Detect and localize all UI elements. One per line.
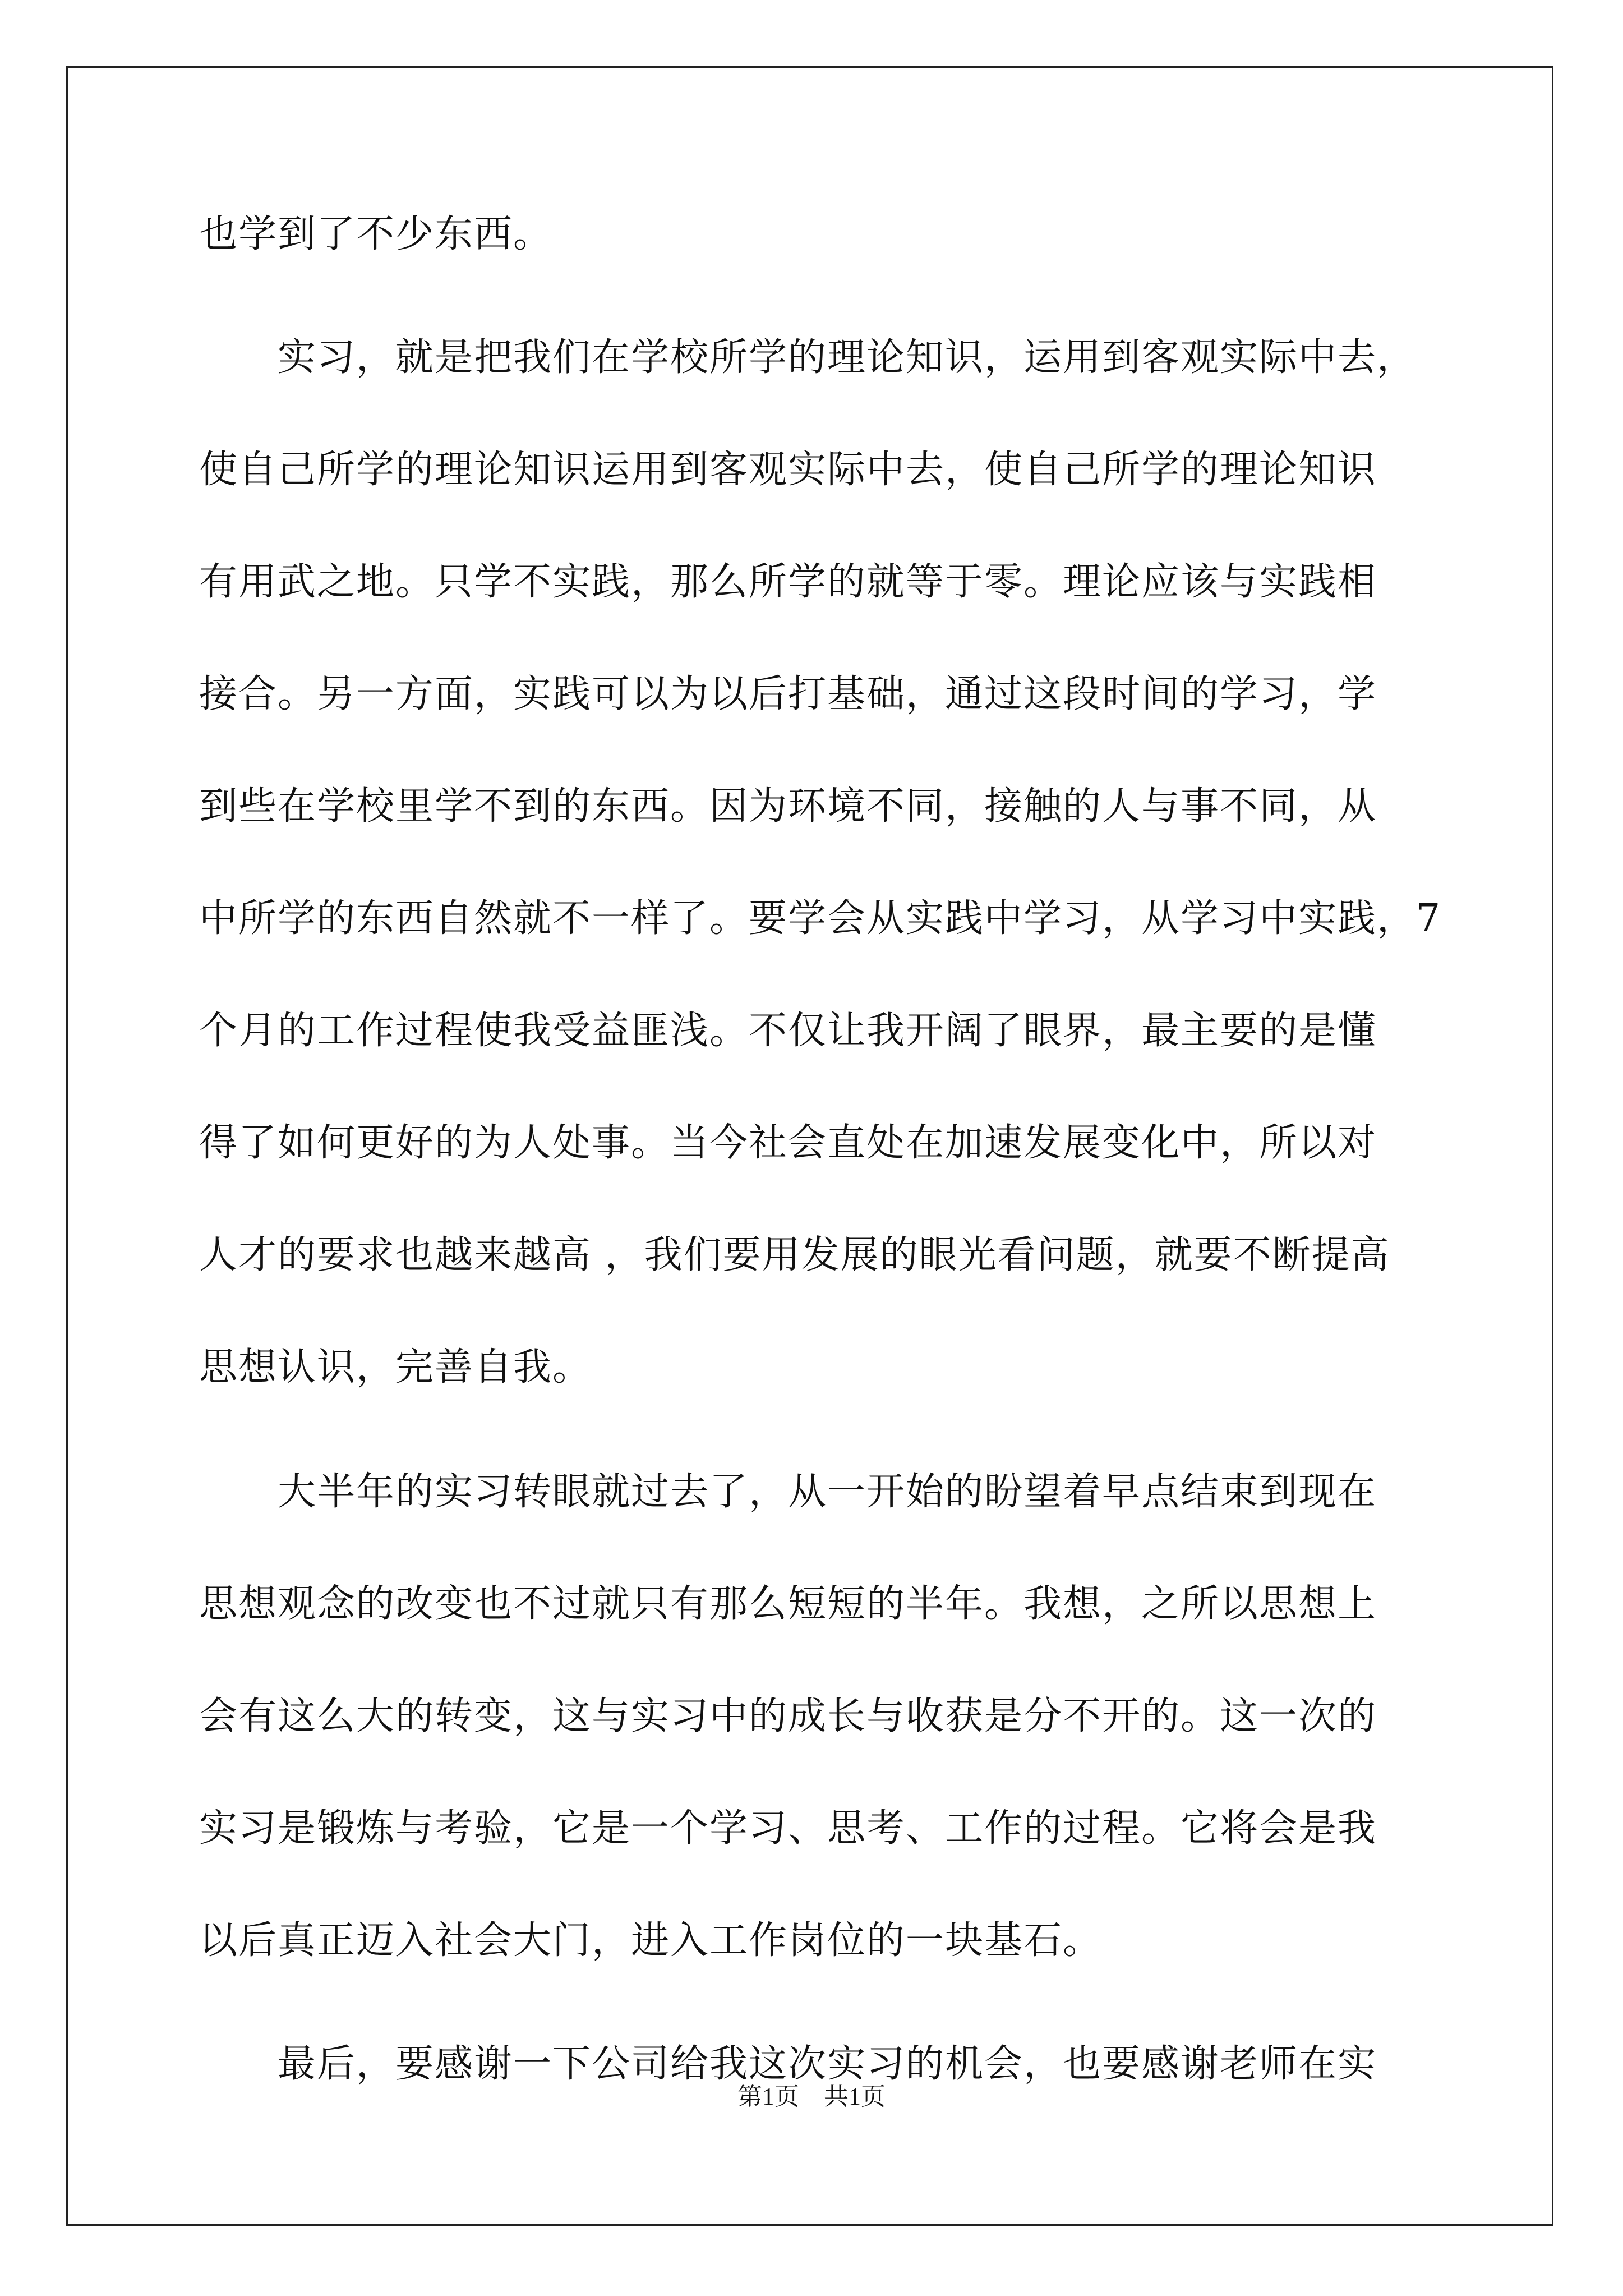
text-line-14: 会有这么大的转变，这与实习中的成长与收获是分不开的。这一次的	[199, 1694, 1377, 1738]
text-line-4: 有用武之地。只学不实践，那么所学的就等于零。理论应该与实践相	[199, 560, 1377, 604]
text-line-13: 思想观念的改变也不过就只有那么短短的半年。我想，之所以思想上	[199, 1582, 1377, 1626]
text-line-16: 以后真正迈入社会大门，进入工作岗位的一块基石。	[199, 1918, 1103, 1963]
text-line-11: 思想认识，完善自我。	[199, 1345, 592, 1389]
text-line-12: 大半年的实习转眼就过去了，从一开始的盼望着早点结束到现在	[199, 1470, 1377, 1514]
page-number-footer: 第1页 共1页	[737, 2083, 886, 2110]
text-line-6: 到些在学校里学不到的东西。因为环境不同，接触的人与事不同，从	[199, 784, 1377, 829]
text-line-7: 中所学的东西自然就不一样了。要学会从实践中学习，从学习中实践，7	[199, 896, 1442, 941]
text-line-5: 接合。另一方面，实践可以为以后打基础，通过这段时间的学习，学	[199, 672, 1377, 716]
text-line-9: 得了如何更好的为人处事。当今社会直处在加速发展变化中，所以对	[199, 1121, 1377, 1165]
text-line-10: 人才的要求也越来越高 ，我们要用发展的眼光看问题，就要不断提高	[199, 1233, 1390, 1277]
text-line-1: 也学到了不少东西。	[199, 212, 553, 256]
text-line-17: 最后，要感谢一下公司给我这次实习的机会，也要感谢老师在实	[199, 2042, 1377, 2086]
text-line-15: 实习是锻炼与考验，它是一个学习、思考、工作的过程。它将会是我	[199, 1806, 1377, 1851]
text-line-8: 个月的工作过程使我受益匪浅。不仅让我开阔了眼界，最主要的是懂	[199, 1009, 1377, 1053]
text-line-3: 使自己所学的理论知识运用到客观实际中去，使自己所学的理论知识	[199, 448, 1377, 492]
text-line-2: 实习，就是把我们在学校所学的理论知识，运用到客观实际中去，	[199, 335, 1417, 380]
